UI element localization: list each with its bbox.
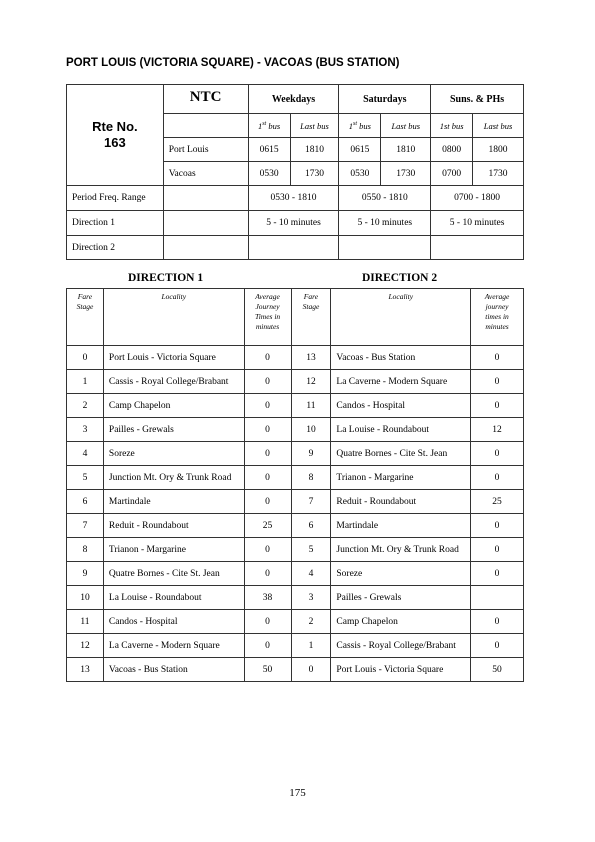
journey-time-cell: 50 — [471, 658, 524, 682]
stage-number-cell: 10 — [291, 418, 331, 442]
page-number: 175 — [289, 787, 306, 799]
stage-number-cell: 3 — [291, 586, 331, 610]
period-range-cell: 0530 - 1810 — [248, 186, 339, 211]
stage-number-cell: 2 — [291, 610, 331, 634]
locality-cell: Camp Chapelon — [331, 610, 471, 634]
period-range-cell: 0550 - 1810 — [339, 186, 431, 211]
locality-cell: Reduit - Roundabout — [103, 514, 244, 538]
locality-cell: Vacoas - Bus Station — [103, 658, 244, 682]
stage-number-cell: 0 — [291, 658, 331, 682]
last-bus-header: Last bus — [473, 114, 524, 138]
locality-cell: Reduit - Roundabout — [331, 490, 471, 514]
route-number-cell — [67, 85, 164, 186]
empty-cell — [163, 211, 248, 236]
locality-header: Locality — [103, 289, 244, 346]
time-cell: 1810 — [381, 138, 431, 162]
time-cell: 1800 — [473, 138, 524, 162]
fare-stage-table — [66, 288, 524, 682]
time-cell: 1810 — [290, 138, 339, 162]
locality-cell: Junction Mt. Ory & Trunk Road — [331, 538, 471, 562]
journey-time-cell: 0 — [244, 538, 291, 562]
journey-time-cell: 0 — [244, 490, 291, 514]
stage-number-cell: 11 — [67, 610, 104, 634]
locality-cell: La Louise - Roundabout — [331, 418, 471, 442]
journey-time-cell: 0 — [244, 610, 291, 634]
stage-number-cell: 11 — [291, 394, 331, 418]
stage-number-cell: 12 — [67, 634, 104, 658]
table-row — [67, 610, 524, 634]
period-range-cell: 0700 - 1800 — [431, 186, 524, 211]
stage-number-cell: 5 — [67, 466, 104, 490]
stage-number-cell: 10 — [67, 586, 104, 610]
route-number: 163 — [104, 135, 126, 150]
stage-number-cell: 8 — [67, 538, 104, 562]
stage-number-cell: 12 — [291, 370, 331, 394]
locality-cell: Port Louis - Victoria Square — [331, 658, 471, 682]
table-row — [67, 418, 524, 442]
journey-time-cell: 0 — [244, 634, 291, 658]
operator-name: NTC — [163, 85, 248, 114]
table-row — [67, 466, 524, 490]
stage-number-cell: 13 — [67, 658, 104, 682]
locality-cell: Trianon - Margarine — [103, 538, 244, 562]
direction2-label: Direction 2 — [67, 236, 164, 260]
stage-number-cell: 1 — [67, 370, 104, 394]
period-label: Period Freq. Range — [67, 186, 164, 211]
locality-cell: Port Louis - Victoria Square — [103, 346, 244, 370]
saturdays-header: Saturdays — [339, 85, 431, 114]
frequency-cell — [248, 236, 339, 260]
frequency-cell — [339, 236, 431, 260]
locality-cell: Junction Mt. Ory & Trunk Road — [103, 466, 244, 490]
journey-time-cell: 12 — [471, 418, 524, 442]
time-cell: 1730 — [381, 162, 431, 186]
stage-number-cell: 2 — [67, 394, 104, 418]
frequency-cell: 5 - 10 minutes — [248, 211, 339, 236]
journey-time-cell: 0 — [471, 394, 524, 418]
time-cell: 0800 — [431, 138, 473, 162]
time-cell: 0615 — [339, 138, 381, 162]
journey-time-cell: 25 — [244, 514, 291, 538]
journey-time-cell: 0 — [244, 442, 291, 466]
table-row — [67, 394, 524, 418]
route-label: Rte No. — [92, 119, 138, 134]
locality-cell: Camp Chapelon — [103, 394, 244, 418]
journey-time-cell: 50 — [244, 658, 291, 682]
locality-cell: La Caverne - Modern Square — [103, 634, 244, 658]
stage-number-cell: 4 — [291, 562, 331, 586]
stage-number-cell: 6 — [67, 490, 104, 514]
table-row — [67, 538, 524, 562]
direction2-heading: DIRECTION 2 — [362, 272, 438, 284]
journey-time-cell: 0 — [471, 610, 524, 634]
journey-time-cell: 0 — [471, 370, 524, 394]
terminus-vacoas: Vacoas — [163, 162, 248, 186]
locality-cell: Cassis - Royal College/Brabant — [331, 634, 471, 658]
table-row — [67, 562, 524, 586]
locality-cell: Candos - Hospital — [103, 610, 244, 634]
journey-time-cell: 0 — [244, 466, 291, 490]
journey-time-cell: 0 — [244, 346, 291, 370]
frequency-cell: 5 - 10 minutes — [339, 211, 431, 236]
locality-cell: Martindale — [331, 514, 471, 538]
weekdays-header: Weekdays — [248, 85, 339, 114]
stage-number-cell: 1 — [291, 634, 331, 658]
journey-time-cell: 0 — [471, 466, 524, 490]
stage-number-cell: 4 — [67, 442, 104, 466]
direction1-label: Direction 1 — [67, 211, 164, 236]
locality-cell: Quatre Bornes - Cite St. Jean — [331, 442, 471, 466]
table-row — [67, 658, 524, 682]
empty-cell — [163, 114, 248, 138]
time-cell: 0700 — [431, 162, 473, 186]
time-cell: 0615 — [248, 138, 290, 162]
journey-time-cell: 0 — [471, 346, 524, 370]
stage-number-cell: 7 — [291, 490, 331, 514]
locality-cell: Candos - Hospital — [331, 394, 471, 418]
journey-time-cell: 0 — [244, 370, 291, 394]
locality-cell: Martindale — [103, 490, 244, 514]
table-row — [67, 634, 524, 658]
stage-number-cell: 13 — [291, 346, 331, 370]
stage-number-cell: 0 — [67, 346, 104, 370]
journey-time-cell: 0 — [244, 418, 291, 442]
first-bus-header: 1st bus — [339, 114, 381, 138]
journey-time-cell: 38 — [244, 586, 291, 610]
journey-time-cell: 0 — [471, 634, 524, 658]
stage-number-cell: 5 — [291, 538, 331, 562]
journey-time-cell: 0 — [244, 394, 291, 418]
page-title: PORT LOUIS (VICTORIA SQUARE) - VACOAS (BUS STATION) — [66, 57, 400, 69]
last-bus-header: Last bus — [290, 114, 339, 138]
locality-cell: Trianon - Margarine — [331, 466, 471, 490]
direction1-heading: DIRECTION 1 — [128, 272, 204, 284]
time-cell: 0530 — [339, 162, 381, 186]
stage-number-cell: 3 — [67, 418, 104, 442]
time-cell: 0530 — [248, 162, 290, 186]
terminus-port-louis: Port Louis — [163, 138, 248, 162]
timetable-summary — [66, 84, 524, 260]
sundays-header: Suns. & PHs — [431, 85, 524, 114]
locality-cell: La Caverne - Modern Square — [331, 370, 471, 394]
empty-cell — [163, 236, 248, 260]
avg-journey-header: Average Journey Times in minutes — [244, 289, 291, 346]
stage-number-cell: 6 — [291, 514, 331, 538]
fare-stage-header: Fare Stage — [67, 289, 104, 346]
avg-journey-header: Average journey times in minutes — [471, 289, 524, 346]
stage-number-cell: 9 — [291, 442, 331, 466]
first-bus-header: 1st bus — [248, 114, 290, 138]
stage-rows — [67, 346, 524, 682]
table-row — [67, 514, 524, 538]
locality-cell: Vacoas - Bus Station — [331, 346, 471, 370]
locality-header: Locality — [331, 289, 471, 346]
frequency-cell — [431, 236, 524, 260]
journey-time-cell: 0 — [471, 538, 524, 562]
journey-time-cell: 0 — [471, 442, 524, 466]
locality-cell: Soreze — [103, 442, 244, 466]
stage-number-cell: 8 — [291, 466, 331, 490]
journey-time-cell: 25 — [471, 490, 524, 514]
table-row — [67, 442, 524, 466]
frequency-cell: 5 - 10 minutes — [431, 211, 524, 236]
fare-stage-header: Fare Stage — [291, 289, 331, 346]
table-row — [67, 586, 524, 610]
locality-cell: Quatre Bornes - Cite St. Jean — [103, 562, 244, 586]
locality-cell: Pailles - Grewals — [331, 586, 471, 610]
time-cell: 1730 — [473, 162, 524, 186]
first-bus-header: 1st bus — [431, 114, 473, 138]
stage-number-cell: 9 — [67, 562, 104, 586]
time-cell: 1730 — [290, 162, 339, 186]
journey-time-cell: 0 — [471, 514, 524, 538]
empty-cell — [163, 186, 248, 211]
locality-cell: La Louise - Roundabout — [103, 586, 244, 610]
table-row — [67, 346, 524, 370]
journey-time-cell: 0 — [471, 562, 524, 586]
journey-time-cell: 0 — [244, 562, 291, 586]
locality-cell: Soreze — [331, 562, 471, 586]
last-bus-header: Last bus — [381, 114, 431, 138]
table-row — [67, 370, 524, 394]
journey-time-cell — [471, 586, 524, 610]
locality-cell: Pailles - Grewals — [103, 418, 244, 442]
locality-cell: Cassis - Royal College/Brabant — [103, 370, 244, 394]
table-row — [67, 490, 524, 514]
stage-number-cell: 7 — [67, 514, 104, 538]
